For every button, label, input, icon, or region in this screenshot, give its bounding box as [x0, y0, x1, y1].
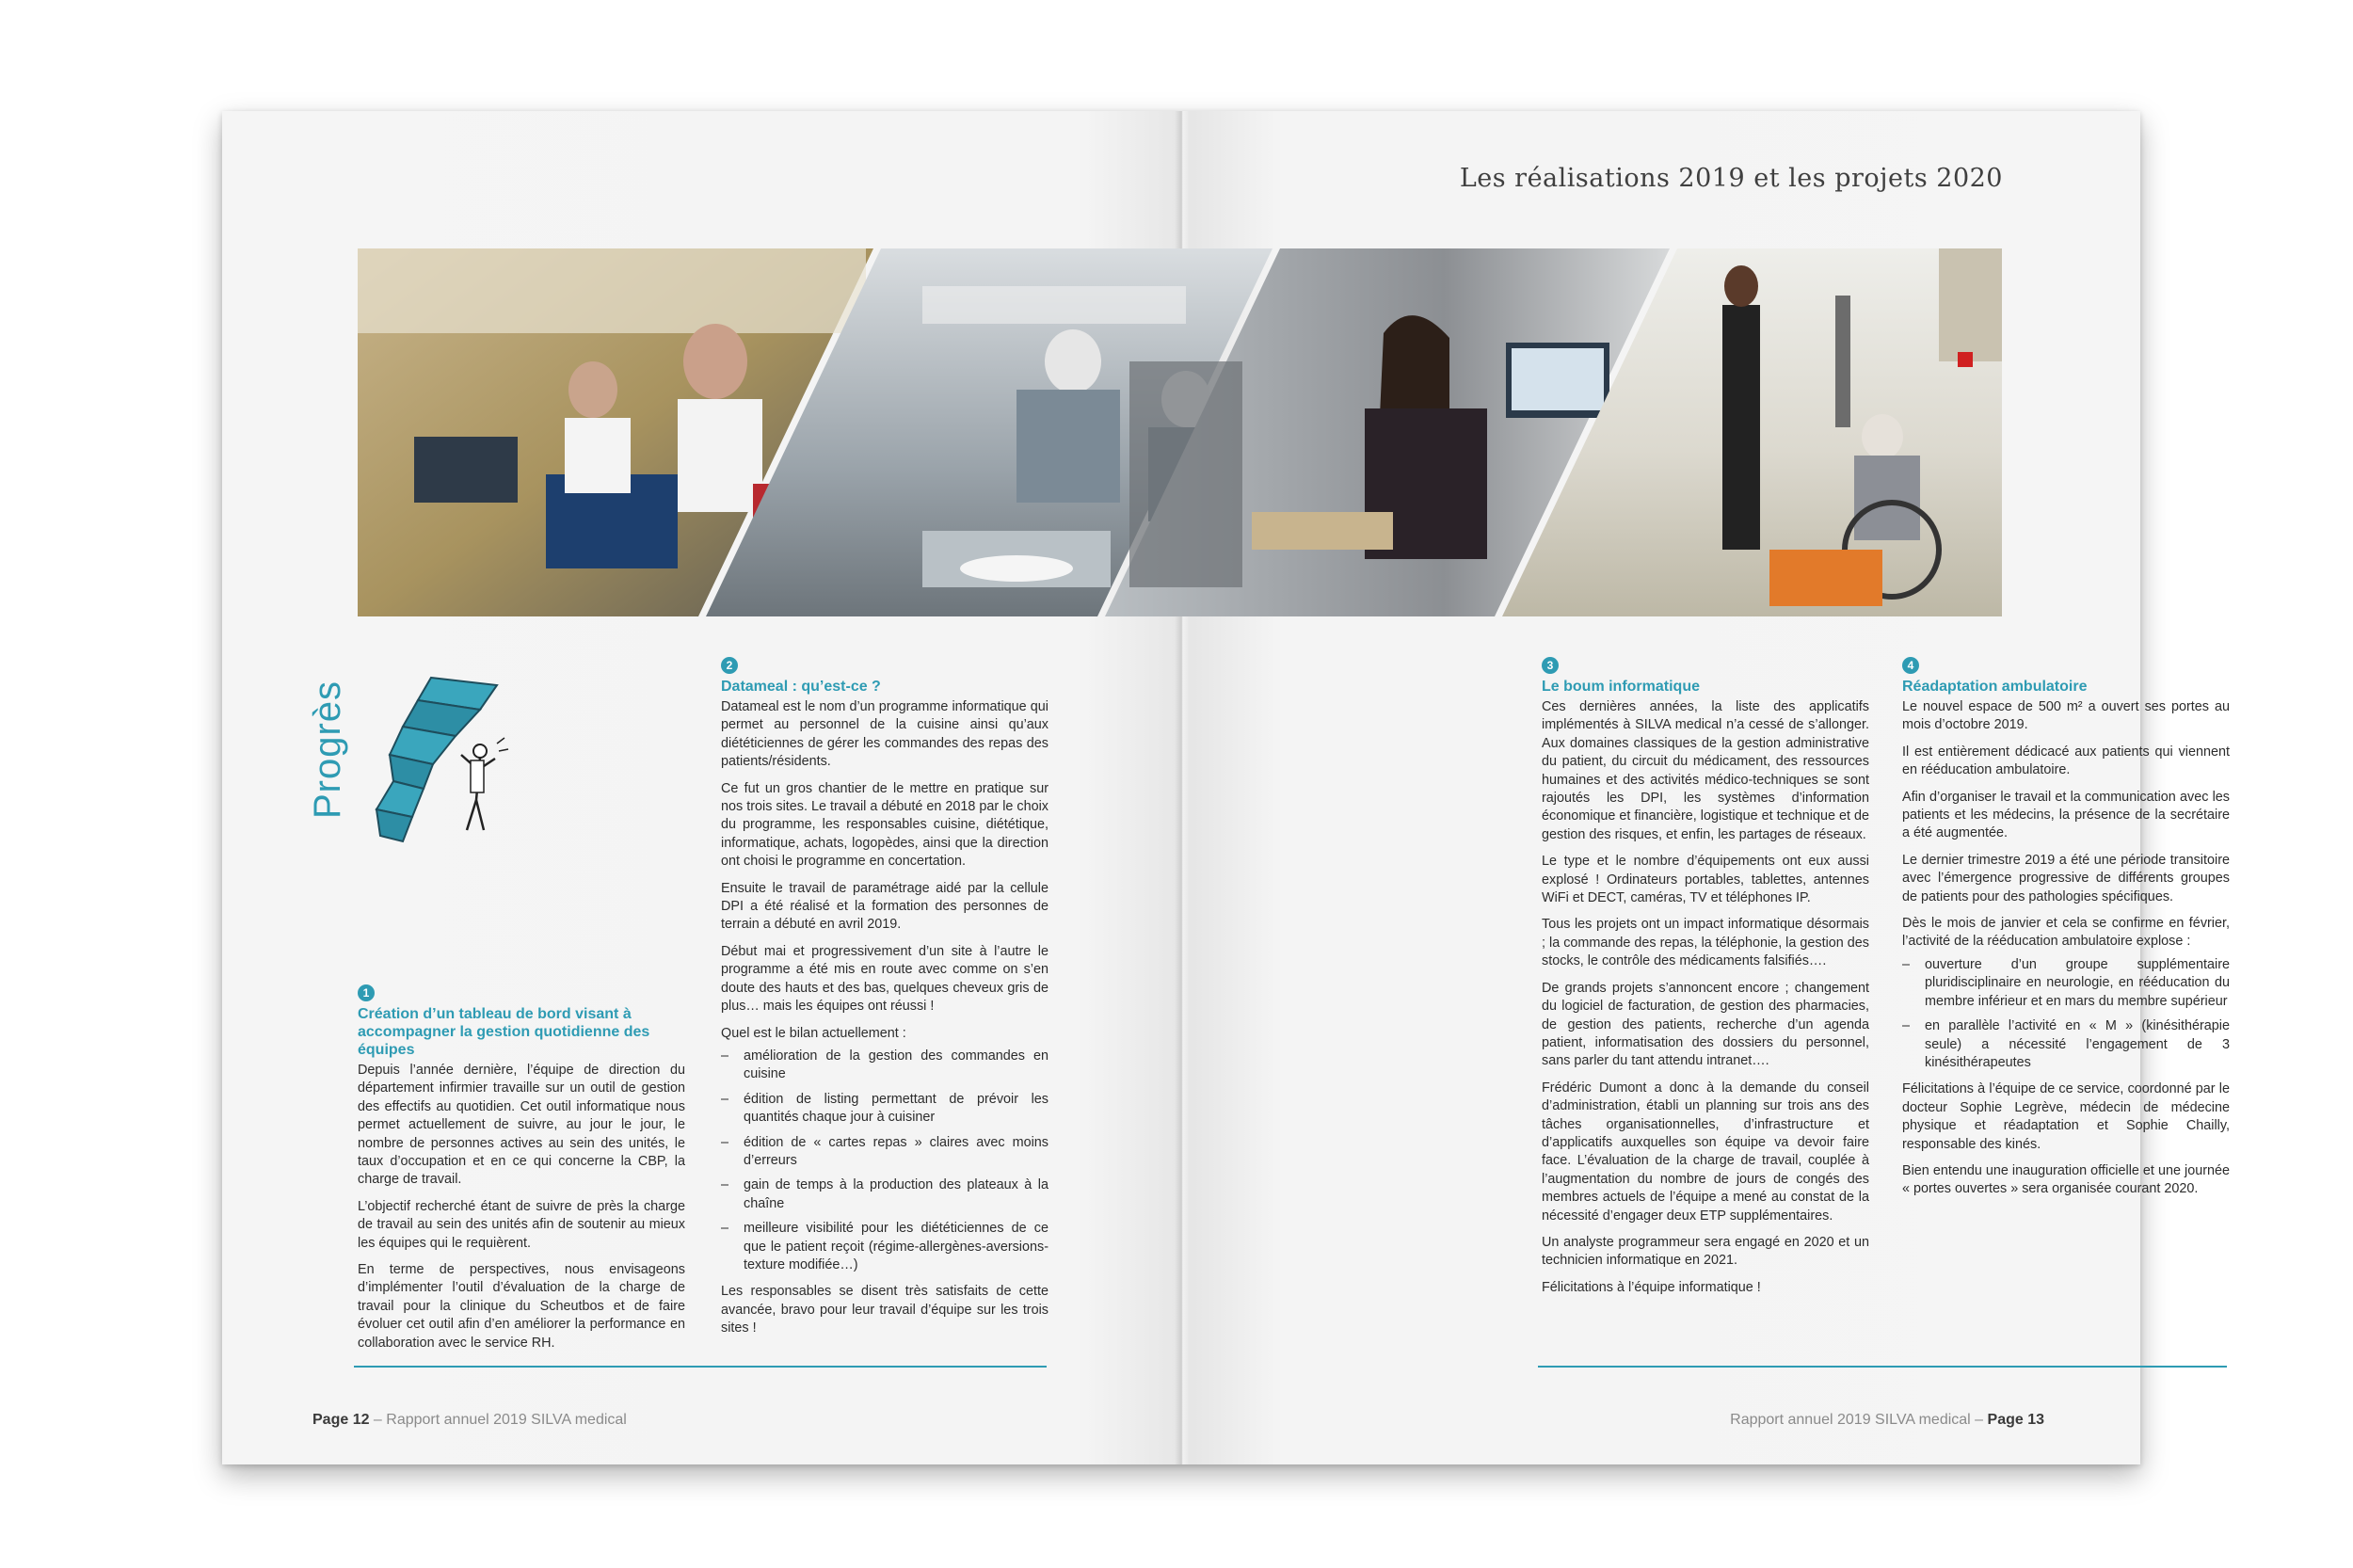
section-title-text: Progrès [307, 680, 348, 819]
list-item: – ouverture d’un groupe supplémentaire pluridisciplinaire en neurologie, en rééducation du membre inférieur et en mars du membre supérieur [1902, 956, 2230, 1011]
article-number-badge: 2 [721, 657, 738, 674]
list-item: – gain de temps à la production des plateaux à la chaîne [721, 1176, 1048, 1213]
page-footer [312, 1412, 627, 1429]
article-paragraph: En terme de perspectives, nous envisageons d’implémenter l’outil d’évaluation de la charge de travail pour la clinique du Scheutbos et de faire évoluer cet outil afin d’en améliorer la performance en collaboration avec le service RH. [358, 1262, 685, 1351]
list-item: – meilleure visibilité pour les diététiciennes de ce que le patient reçoit (régime-allergènes-aversions- texture modifiée…) [721, 1220, 1048, 1274]
article-paragraph: Les responsables se disent très satisfaits de cette avancée, bravo pour leur travail d’équipe sur les trois sites ! [721, 1284, 1048, 1336]
article-title: Réadaptation ambulatoire [1902, 679, 2088, 695]
article-paragraph: Il est entièrement dédicacé aux patients qui viennent en rééducation ambulatoire. [1902, 744, 2230, 778]
article-paragraph: Félicitations à l’équipe informatique ! [1542, 1279, 1761, 1295]
list-item: – édition de « cartes repas » claires avec moins d’erreurs [721, 1134, 1048, 1171]
article-title: Datameal : qu’est-ce ? [721, 679, 881, 695]
article-paragraph: L’objectif recherché étant de suivre de près la charge de travail au sein des unités afin de soutenir au mieux les équipes qui le requièrent. [358, 1198, 685, 1251]
photo-collage [358, 248, 2002, 616]
article-number-badge: 1 [358, 984, 375, 1001]
page-number: Page 12 [312, 1412, 370, 1428]
article-paragraph: Félicitations à l’équipe de ce service, coordonné par le docteur Sophie Legrève, médecin de médecine physique et réadaptation et Sophie Chailly, responsable des kinés. [1902, 1081, 2230, 1152]
article-paragraph: Le nouvel espace de 500 m² a ouvert ses portes au mois d’octobre 2019. [1902, 699, 2230, 733]
report-name: Rapport annuel 2019 SILVA medical – [1730, 1412, 1988, 1428]
article-paragraph: Quel est le bilan actuellement : [721, 1025, 906, 1041]
bullet-list [721, 1048, 1048, 1274]
article-paragraph: Un analyste programmeur sera engagé en 2020 et un technicien informatique en 2021. [1542, 1234, 1869, 1269]
section-title [296, 680, 348, 868]
bottom-rule [354, 1366, 1047, 1368]
article-paragraph: Ce fut un gros chantier de le mettre en pratique sur nos trois sites. Le travail a débuté en 2018 par le choix du programme, les responsables cuisine, diététique, informatique, achats, logopèdes, ainsi que la direction ont choisi le programme en concertation. [721, 780, 1048, 870]
brochure-spread [222, 111, 2230, 1464]
article-paragraph: Ensuite le travail de paramétrage aidé par la cellule DPI a été réalisé et la formation des personnes de terrain a débuté en avril 2019. [721, 880, 1048, 933]
article-title: Création d’un tableau de bord visant à accompagner la gestion quotidienne des équipes [358, 1006, 650, 1058]
page-number: Page 13 [1987, 1412, 2044, 1428]
article-title: Le boum informatique [1542, 679, 1700, 695]
report-name: – Rapport annuel 2019 SILVA medical [369, 1412, 627, 1428]
article-paragraph: Ces dernières années, la liste des applicatifs implémentés à SILVA medical n’a cessé de s’allonger. Aux domaines classiques de la gestion administrative du patient, du circuit du médicament, des ressources humaines et des activités médico-techniques se sont rajoutés les DPI, les systèmes d’information économique et financière, logistique et technique et de gestion des risques, et enfin, les partages de réseaux. [1542, 699, 1870, 842]
article-3 [1542, 657, 1869, 1305]
article-paragraph: Début mai et progressivement d’un site à l’autre le programme a été mis en route avec comme on s’en doute des hauts et des bas, quelques cheveux gris de plus… mais les équipes ont réussi ! [721, 943, 1048, 1015]
article-paragraph: Depuis l’année dernière, l’équipe de direction du département infirmier travaille sur un outil de gestion des effectifs au quotidien. Cet outil informatique nous permet actuellement de suivre, au jour le jour, le nombre de personnes actives au sein des unités, le taux d’occupation et en ce qui concerne la CBP, la charge de travail. [358, 1063, 685, 1188]
article-paragraph: Bien entendu une inauguration officielle et une journée « portes ouvertes » sera organisée courant 2020. [1902, 1162, 2230, 1197]
list-item: – en parallèle l’activité en « M » (kinésithérapie seule) a nécessité l’engagement de 3 kinésithérapeutes [1902, 1017, 2230, 1072]
page-header-title: Les réalisations 2019 et les projets 2020 [1459, 164, 2003, 193]
bullet-list [1902, 956, 2230, 1072]
article-1 [358, 984, 685, 1361]
article-2 [721, 657, 1048, 1347]
article-paragraph: Le dernier trimestre 2019 a été une période transitoire avec l’émergence progressive de différents groupes de patients pour des pathologies spécifiques. [1902, 852, 2230, 904]
article-4 [1902, 657, 2230, 1208]
photo-band [358, 248, 2002, 616]
page-footer [1730, 1412, 2044, 1429]
article-paragraph: Dès le mois de janvier et cela se confirme en février, l’activité de la rééducation ambulatoire explose : [1902, 916, 2230, 950]
article-paragraph: Frédéric Dumont a donc à la demande du conseil d’administration, établi un planning sur trois ans des tâches organisationnelles, d’infrastructure et d’applicatifs auxquelles son équipe va devoir faire face. L’évaluation de la charge de travail, couplée à l’augmentation du nombre de jours de congés des membres actuels de l’équipe a mené au constat de la nécessité d’engager deux ETP supplémentaires. [1542, 1080, 1869, 1224]
list-item: – édition de listing permettant de prévoir les quantités chaque jour à cuisiner [721, 1091, 1048, 1128]
list-item: – amélioration de la gestion des commandes en cuisine [721, 1048, 1048, 1084]
article-paragraph: Datameal est le nom d’un programme informatique qui permet au personnel de la cuisine ainsi qu’aux diététiciennes de gérer les commandes des repas des patients/résidents. [721, 699, 1048, 770]
folded-ribbon-figure-icon [375, 668, 525, 847]
article-paragraph: Tous les projets ont un impact informatique désormais ; la commande des repas, la téléphonie, la gestion des stocks, le contrôle des médicaments falsifiés…. [1542, 917, 1869, 969]
article-number-badge: 3 [1542, 657, 1559, 674]
article-paragraph: Le type et le nombre d’équipements ont eux aussi explosé ! Ordinateurs portables, tablettes, antennes WiFi et DECT, caméras, TV et téléphones IP. [1542, 854, 1869, 906]
article-paragraph: De grands projets s’annoncent encore ; changement du logiciel de facturation, de gestion des pharmacies, de gestion des patients, recherche d’un agenda patient, informatisation des dossiers du personnel, sans parler du tant attendu intranet…. [1542, 980, 1869, 1069]
bottom-rule [1538, 1366, 2227, 1368]
article-paragraph: Afin d’organiser le travail et la communication avec les patients et les médecins, la présence de la secrétaire a été augmentée. [1902, 789, 2230, 841]
article-number-badge: 4 [1902, 657, 1919, 674]
